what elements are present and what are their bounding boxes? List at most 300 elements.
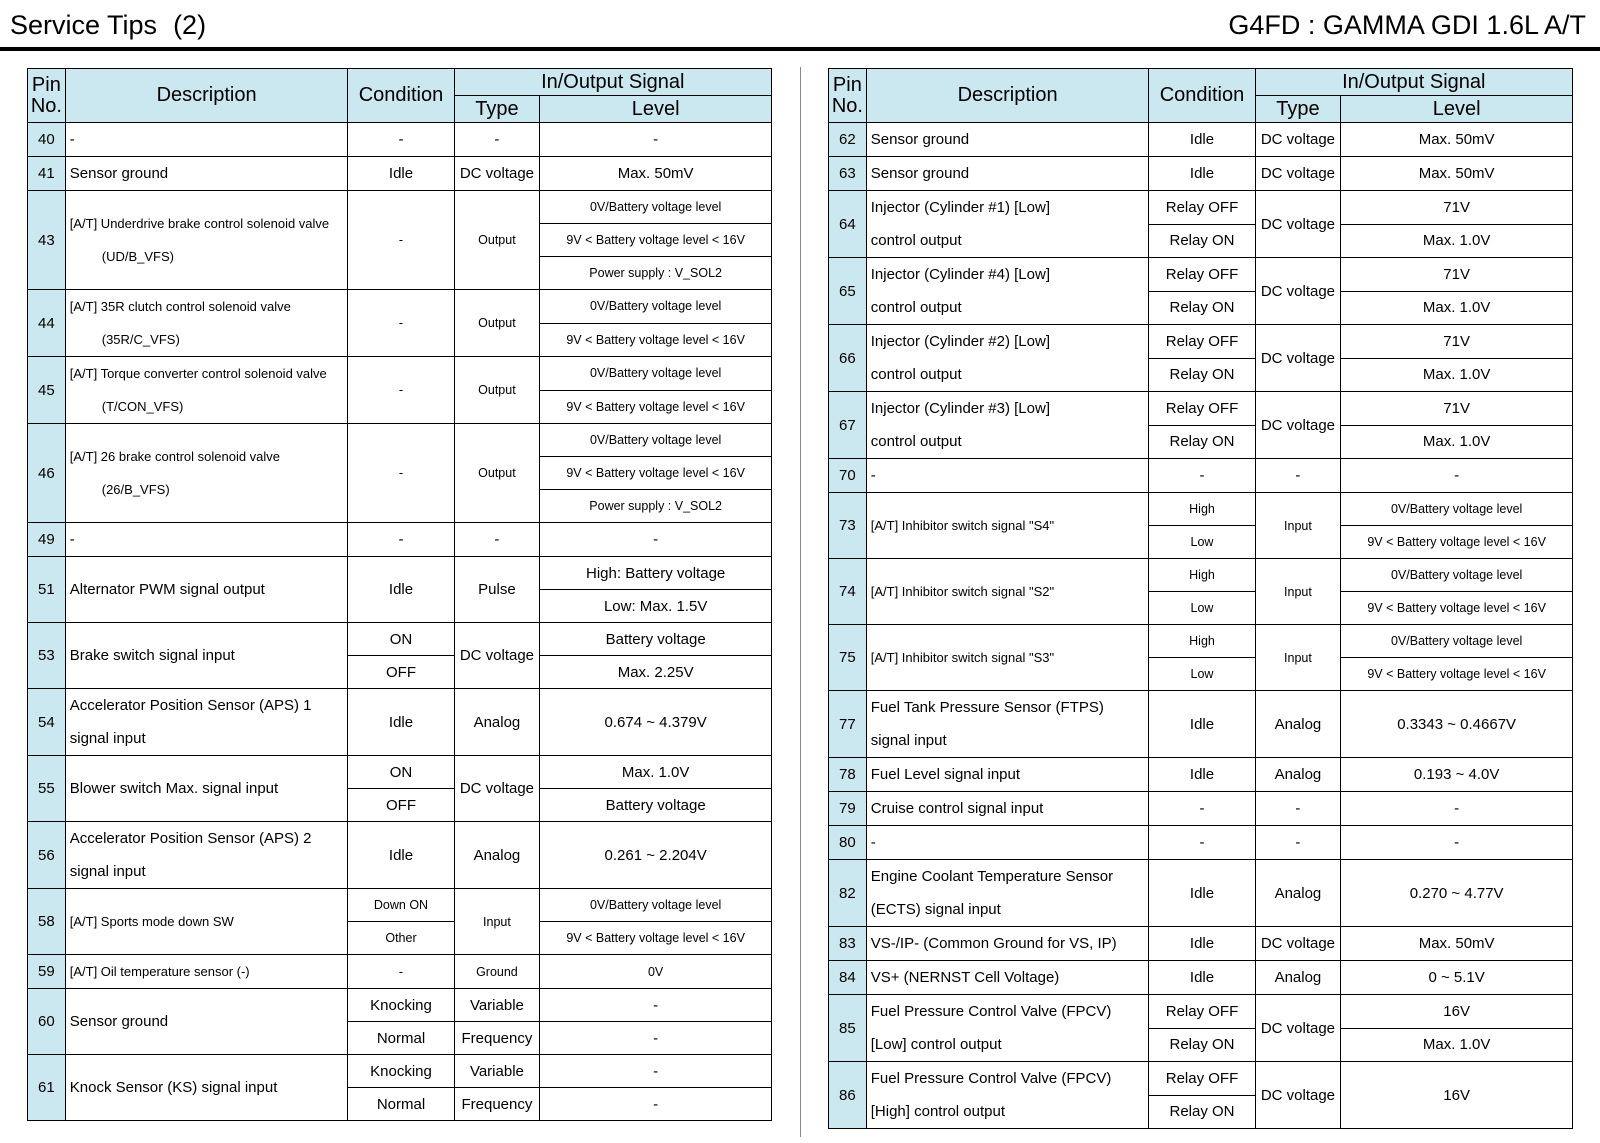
pin-number: 59 bbox=[28, 955, 66, 989]
type-cell: Output bbox=[454, 357, 540, 424]
type-header: Type bbox=[454, 96, 540, 123]
pin-number: 84 bbox=[829, 961, 867, 995]
description-cell bbox=[65, 889, 348, 955]
condition-cell: Low bbox=[1149, 526, 1255, 559]
table-row bbox=[28, 290, 772, 324]
description-line: Engine Coolant Temperature Sensor bbox=[870, 868, 1114, 885]
level-cell: - bbox=[540, 989, 772, 1022]
table-row bbox=[829, 927, 1573, 961]
table-row bbox=[28, 689, 772, 756]
condition-cell: Relay ON bbox=[1149, 1095, 1255, 1129]
pin-no-header: Pin No. bbox=[829, 69, 867, 123]
level-cell: 16V bbox=[1341, 995, 1573, 1029]
pin-number: 46 bbox=[28, 424, 66, 523]
pin-number: 41 bbox=[28, 157, 66, 191]
type-cell: DC voltage bbox=[454, 157, 540, 191]
type-cell: Input bbox=[1255, 625, 1341, 691]
level-cell: 0V/Battery voltage level bbox=[540, 424, 772, 457]
description-line: (UD/B_VFS) bbox=[101, 249, 174, 264]
type-cell: Ground bbox=[454, 955, 540, 989]
description-line: control output bbox=[870, 366, 962, 383]
level-cell: 0 ~ 5.1V bbox=[1341, 961, 1573, 995]
description-line: [A/T] Inhibitor switch signal "S2" bbox=[870, 584, 1055, 599]
pin-number: 43 bbox=[28, 191, 66, 290]
level-cell: Max. 50mV bbox=[1341, 123, 1573, 157]
table-row bbox=[829, 493, 1573, 526]
level-cell: Low: Max. 1.5V bbox=[540, 590, 772, 623]
description-line: [A/T] Inhibitor switch signal "S4" bbox=[870, 518, 1055, 533]
description-line: Injector (Cylinder #1) [Low] bbox=[870, 199, 1050, 216]
pin-number: 82 bbox=[829, 860, 867, 927]
table-row bbox=[829, 325, 1573, 359]
table-row bbox=[829, 392, 1573, 426]
table-row bbox=[829, 995, 1573, 1029]
pin-number: 62 bbox=[829, 123, 867, 157]
type-cell: Input bbox=[454, 889, 540, 955]
description-line: Fuel Tank Pressure Sensor (FTPS) bbox=[870, 699, 1104, 716]
description-line: Sensor ground bbox=[870, 165, 970, 182]
description-line: VS+ (NERNST Cell Voltage) bbox=[870, 969, 1060, 986]
condition-cell: Relay ON bbox=[1149, 1028, 1255, 1062]
condition-cell: Idle bbox=[348, 557, 454, 623]
description-cell bbox=[866, 792, 1149, 826]
description-line: - bbox=[870, 834, 876, 851]
description-line: (ECTS) signal input bbox=[870, 901, 1001, 918]
page-number: (2) bbox=[173, 10, 207, 40]
condition-cell: Idle bbox=[1149, 961, 1255, 995]
level-cell: - bbox=[1341, 826, 1573, 860]
condition-cell: Relay ON bbox=[1149, 358, 1255, 392]
description-line: [A/T] Oil temperature sensor (-) bbox=[69, 964, 250, 979]
level-cell: 0.674 ~ 4.379V bbox=[540, 689, 772, 756]
pin-number: 49 bbox=[28, 523, 66, 557]
description-cell bbox=[866, 157, 1149, 191]
table-row bbox=[28, 357, 772, 391]
level-cell: Max. 2.25V bbox=[540, 656, 772, 689]
condition-cell: Relay OFF bbox=[1149, 1062, 1255, 1096]
description-line: [A/T] Sports mode down SW bbox=[69, 914, 234, 929]
description-line: Knock Sensor (KS) signal input bbox=[69, 1079, 278, 1096]
condition-cell: High bbox=[1149, 493, 1255, 526]
type-header: Type bbox=[1255, 96, 1341, 123]
pin-number: 70 bbox=[829, 459, 867, 493]
level-cell: Battery voltage bbox=[540, 623, 772, 656]
level-cell: 0V/Battery voltage level bbox=[540, 191, 772, 224]
description-line: signal input bbox=[69, 730, 146, 747]
level-cell: 9V < Battery voltage level < 16V bbox=[540, 390, 772, 424]
table-row bbox=[829, 191, 1573, 225]
condition-cell: Relay ON bbox=[1149, 425, 1255, 459]
pin-number: 85 bbox=[829, 995, 867, 1062]
description-line: - bbox=[870, 467, 876, 484]
description-cell bbox=[65, 191, 348, 290]
description-line: Injector (Cylinder #2) [Low] bbox=[870, 333, 1050, 350]
description-cell bbox=[65, 756, 348, 822]
type-cell: DC voltage bbox=[1255, 392, 1341, 459]
table-row bbox=[28, 191, 772, 224]
condition-cell: Idle bbox=[348, 822, 454, 889]
level-cell: Max. 50mV bbox=[1341, 157, 1573, 191]
type-cell: Frequency bbox=[454, 1022, 540, 1055]
description-cell bbox=[866, 258, 1149, 325]
pin-number: 44 bbox=[28, 290, 66, 357]
description-cell bbox=[866, 961, 1149, 995]
level-cell: 9V < Battery voltage level < 16V bbox=[1341, 526, 1573, 559]
level-cell: 9V < Battery voltage level < 16V bbox=[540, 224, 772, 257]
signal-group-header: In/Output Signal bbox=[454, 69, 771, 96]
level-cell: Power supply : V_SOL2 bbox=[540, 490, 772, 523]
type-cell: Input bbox=[1255, 493, 1341, 559]
type-cell: Analog bbox=[1255, 758, 1341, 792]
condition-cell: Relay ON bbox=[1149, 291, 1255, 325]
description-cell bbox=[866, 691, 1149, 758]
level-cell: 71V bbox=[1341, 258, 1573, 292]
condition-cell: ON bbox=[348, 756, 454, 789]
description-line: Accelerator Position Sensor (APS) 1 bbox=[69, 697, 312, 714]
type-cell: - bbox=[1255, 826, 1341, 860]
condition-cell: Other bbox=[348, 922, 454, 955]
table-row bbox=[829, 691, 1573, 758]
condition-cell: Relay ON bbox=[1149, 224, 1255, 258]
table-row bbox=[28, 889, 772, 922]
table-row bbox=[829, 792, 1573, 826]
description-line: Fuel Pressure Control Valve (FPCV) bbox=[870, 1070, 1112, 1087]
type-cell: Analog bbox=[1255, 961, 1341, 995]
description-line: VS-/IP- (Common Ground for VS, IP) bbox=[870, 935, 1117, 952]
table-row bbox=[28, 822, 772, 889]
table-row bbox=[829, 157, 1573, 191]
description-cell bbox=[65, 822, 348, 889]
signal-group-header: In/Output Signal bbox=[1255, 69, 1572, 96]
description-cell bbox=[866, 826, 1149, 860]
pin-number: 67 bbox=[829, 392, 867, 459]
type-cell: DC voltage bbox=[1255, 157, 1341, 191]
condition-cell: Low bbox=[1149, 658, 1255, 691]
condition-cell: Relay OFF bbox=[1149, 191, 1255, 225]
description-line: [A/T] 26 brake control solenoid valve bbox=[69, 449, 281, 464]
condition-cell: - bbox=[348, 290, 454, 357]
level-cell: - bbox=[540, 1055, 772, 1088]
condition-cell: Idle bbox=[348, 689, 454, 756]
type-cell: Output bbox=[454, 424, 540, 523]
description-header: Description bbox=[65, 69, 348, 123]
level-cell: 9V < Battery voltage level < 16V bbox=[540, 323, 772, 357]
type-cell: Output bbox=[454, 191, 540, 290]
description-cell bbox=[65, 989, 348, 1055]
condition-cell: - bbox=[1149, 459, 1255, 493]
condition-cell: Relay OFF bbox=[1149, 995, 1255, 1029]
description-cell bbox=[866, 758, 1149, 792]
table-row bbox=[28, 989, 772, 1022]
level-cell: 9V < Battery voltage level < 16V bbox=[540, 922, 772, 955]
pin-number: 56 bbox=[28, 822, 66, 889]
table-row bbox=[829, 625, 1573, 658]
condition-cell: Knocking bbox=[348, 1055, 454, 1088]
level-cell: 0.270 ~ 4.77V bbox=[1341, 860, 1573, 927]
description-cell bbox=[65, 955, 348, 989]
level-cell: 0V/Battery voltage level bbox=[540, 889, 772, 922]
condition-cell: Idle bbox=[1149, 691, 1255, 758]
table-row bbox=[28, 756, 772, 789]
description-line: signal input bbox=[69, 863, 146, 880]
description-line: - bbox=[69, 131, 75, 148]
level-cell: 0V/Battery voltage level bbox=[540, 357, 772, 391]
description-line: Sensor ground bbox=[69, 1013, 169, 1030]
level-cell: - bbox=[540, 1022, 772, 1055]
type-cell: DC voltage bbox=[1255, 258, 1341, 325]
condition-cell: Idle bbox=[1149, 860, 1255, 927]
condition-cell: - bbox=[348, 424, 454, 523]
description-line: Injector (Cylinder #4) [Low] bbox=[870, 266, 1050, 283]
pin-number: 40 bbox=[28, 123, 66, 157]
condition-cell: - bbox=[348, 955, 454, 989]
description-line: Cruise control signal input bbox=[870, 800, 1044, 817]
type-cell: Variable bbox=[454, 989, 540, 1022]
description-cell bbox=[65, 623, 348, 689]
pin-number: 83 bbox=[829, 927, 867, 961]
type-cell: Frequency bbox=[454, 1088, 540, 1121]
description-cell bbox=[866, 860, 1149, 927]
description-cell bbox=[65, 424, 348, 523]
level-cell: - bbox=[540, 1088, 772, 1121]
level-cell: Max. 1.0V bbox=[1341, 291, 1573, 325]
description-line: control output bbox=[870, 299, 962, 316]
table-row bbox=[829, 258, 1573, 292]
level-cell: High: Battery voltage bbox=[540, 557, 772, 590]
level-cell: 0V/Battery voltage level bbox=[1341, 625, 1573, 658]
condition-header: Condition bbox=[1149, 69, 1255, 123]
description-cell bbox=[65, 523, 348, 557]
description-cell bbox=[866, 625, 1149, 691]
description-line: Fuel Level signal input bbox=[870, 766, 1021, 783]
level-cell: 9V < Battery voltage level < 16V bbox=[540, 457, 772, 490]
table-row bbox=[28, 123, 772, 157]
condition-cell: Idle bbox=[1149, 927, 1255, 961]
condition-cell: Idle bbox=[348, 157, 454, 191]
condition-cell: Idle bbox=[1149, 123, 1255, 157]
table-row bbox=[28, 157, 772, 191]
level-cell: 0.261 ~ 2.204V bbox=[540, 822, 772, 889]
pin-table-right bbox=[828, 68, 1573, 1129]
condition-cell: - bbox=[348, 123, 454, 157]
pin-number: 54 bbox=[28, 689, 66, 756]
condition-cell: High bbox=[1149, 625, 1255, 658]
pin-number: 60 bbox=[28, 989, 66, 1055]
type-cell: DC voltage bbox=[1255, 191, 1341, 258]
table-row bbox=[829, 559, 1573, 592]
description-line: (35R/C_VFS) bbox=[101, 332, 180, 347]
condition-cell: Relay OFF bbox=[1149, 325, 1255, 359]
type-cell: Pulse bbox=[454, 557, 540, 623]
pin-number: 75 bbox=[829, 625, 867, 691]
level-cell: - bbox=[540, 123, 772, 157]
level-cell: 0V/Battery voltage level bbox=[1341, 493, 1573, 526]
level-cell: Max. 1.0V bbox=[1341, 1028, 1573, 1062]
level-cell: - bbox=[1341, 459, 1573, 493]
type-cell: Output bbox=[454, 290, 540, 357]
condition-cell: - bbox=[348, 523, 454, 557]
page-title bbox=[10, 10, 206, 41]
table-row bbox=[829, 459, 1573, 493]
type-cell: Analog bbox=[454, 822, 540, 889]
description-cell bbox=[65, 357, 348, 424]
table-row bbox=[28, 955, 772, 989]
pin-number: 61 bbox=[28, 1055, 66, 1121]
level-cell: Power supply : V_SOL2 bbox=[540, 257, 772, 290]
description-cell bbox=[65, 689, 348, 756]
description-line: [Low] control output bbox=[870, 1036, 1002, 1053]
description-line: Sensor ground bbox=[69, 165, 169, 182]
description-line: (26/B_VFS) bbox=[101, 482, 170, 497]
pin-number: 53 bbox=[28, 623, 66, 689]
condition-cell: - bbox=[348, 191, 454, 290]
condition-cell: OFF bbox=[348, 656, 454, 689]
pin-number: 55 bbox=[28, 756, 66, 822]
table-row bbox=[829, 1062, 1573, 1096]
description-cell bbox=[65, 123, 348, 157]
level-cell: 71V bbox=[1341, 191, 1573, 225]
type-cell: Analog bbox=[454, 689, 540, 756]
description-cell bbox=[866, 392, 1149, 459]
description-cell bbox=[866, 927, 1149, 961]
pin-number: 64 bbox=[829, 191, 867, 258]
description-line: [A/T] Underdrive brake control solenoid valve bbox=[69, 216, 330, 231]
condition-cell: Idle bbox=[1149, 758, 1255, 792]
description-cell bbox=[866, 459, 1149, 493]
level-cell: 0V/Battery voltage level bbox=[540, 290, 772, 324]
description-header: Description bbox=[866, 69, 1149, 123]
description-cell bbox=[866, 123, 1149, 157]
condition-cell: Relay OFF bbox=[1149, 392, 1255, 426]
header-rule bbox=[0, 47, 1600, 51]
level-header: Level bbox=[1341, 96, 1573, 123]
description-cell bbox=[65, 157, 348, 191]
description-line: Fuel Pressure Control Valve (FPCV) bbox=[870, 1003, 1112, 1020]
condition-cell: - bbox=[1149, 792, 1255, 826]
level-cell: 0V bbox=[540, 955, 772, 989]
column-divider bbox=[800, 67, 801, 1137]
page-title-text: Service Tips bbox=[10, 10, 158, 40]
description-line: signal input bbox=[870, 732, 947, 749]
pin-number: 74 bbox=[829, 559, 867, 625]
level-cell: 16V bbox=[1341, 1062, 1573, 1129]
table-row bbox=[829, 758, 1573, 792]
table-row bbox=[829, 123, 1573, 157]
description-line: [High] control output bbox=[870, 1103, 1005, 1120]
description-cell bbox=[65, 557, 348, 623]
level-cell: Max. 50mV bbox=[1341, 927, 1573, 961]
description-line: Sensor ground bbox=[870, 131, 970, 148]
description-cell bbox=[866, 325, 1149, 392]
table-row bbox=[829, 961, 1573, 995]
description-line: (T/CON_VFS) bbox=[101, 399, 184, 414]
pin-number: 51 bbox=[28, 557, 66, 623]
pin-number: 66 bbox=[829, 325, 867, 392]
table-row bbox=[829, 860, 1573, 927]
type-cell: - bbox=[454, 123, 540, 157]
description-line: Brake switch signal input bbox=[69, 647, 235, 664]
description-cell bbox=[65, 290, 348, 357]
table-row bbox=[28, 424, 772, 457]
description-line: control output bbox=[870, 232, 962, 249]
type-cell: DC voltage bbox=[1255, 927, 1341, 961]
level-cell: 0.193 ~ 4.0V bbox=[1341, 758, 1573, 792]
description-line: Accelerator Position Sensor (APS) 2 bbox=[69, 830, 312, 847]
level-cell: Battery voltage bbox=[540, 789, 772, 822]
table-row bbox=[28, 557, 772, 590]
description-line: Blower switch Max. signal input bbox=[69, 780, 279, 797]
description-line: control output bbox=[870, 433, 962, 450]
level-cell: 71V bbox=[1341, 325, 1573, 359]
level-header: Level bbox=[540, 96, 772, 123]
pin-number: 58 bbox=[28, 889, 66, 955]
description-line: [A/T] Inhibitor switch signal "S3" bbox=[870, 650, 1055, 665]
condition-cell: Relay OFF bbox=[1149, 258, 1255, 292]
type-cell: DC voltage bbox=[454, 623, 540, 689]
table-row bbox=[28, 623, 772, 656]
description-cell bbox=[866, 559, 1149, 625]
pin-number: 63 bbox=[829, 157, 867, 191]
description-cell bbox=[866, 1062, 1149, 1129]
table-row bbox=[28, 523, 772, 557]
pin-number: 65 bbox=[829, 258, 867, 325]
type-cell: DC voltage bbox=[1255, 123, 1341, 157]
level-cell: 0V/Battery voltage level bbox=[1341, 559, 1573, 592]
type-cell: Analog bbox=[1255, 860, 1341, 927]
pin-number: 78 bbox=[829, 758, 867, 792]
description-cell bbox=[65, 1055, 348, 1121]
condition-cell: Normal bbox=[348, 1088, 454, 1121]
type-cell: DC voltage bbox=[454, 756, 540, 822]
engine-label: G4FD : GAMMA GDI 1.6L A/T bbox=[1228, 10, 1586, 40]
level-cell: - bbox=[540, 523, 772, 557]
type-cell: - bbox=[454, 523, 540, 557]
pin-number: 79 bbox=[829, 792, 867, 826]
level-cell: Max. 1.0V bbox=[540, 756, 772, 789]
type-cell: - bbox=[1255, 792, 1341, 826]
condition-cell: Normal bbox=[348, 1022, 454, 1055]
level-cell: Max. 1.0V bbox=[1341, 358, 1573, 392]
type-cell: DC voltage bbox=[1255, 325, 1341, 392]
condition-header: Condition bbox=[348, 69, 454, 123]
condition-cell: ON bbox=[348, 623, 454, 656]
pin-number: 86 bbox=[829, 1062, 867, 1129]
description-cell bbox=[866, 191, 1149, 258]
pin-number: 77 bbox=[829, 691, 867, 758]
description-line: Alternator PWM signal output bbox=[69, 581, 265, 598]
condition-cell: Idle bbox=[1149, 157, 1255, 191]
level-cell: 9V < Battery voltage level < 16V bbox=[1341, 592, 1573, 625]
pin-number: 45 bbox=[28, 357, 66, 424]
level-cell: Max. 1.0V bbox=[1341, 425, 1573, 459]
level-cell: Max. 1.0V bbox=[1341, 224, 1573, 258]
condition-cell: Down ON bbox=[348, 889, 454, 922]
level-cell: 9V < Battery voltage level < 16V bbox=[1341, 658, 1573, 691]
type-cell: Input bbox=[1255, 559, 1341, 625]
description-line: - bbox=[69, 531, 75, 548]
description-cell bbox=[866, 493, 1149, 559]
table-row bbox=[829, 826, 1573, 860]
description-line: [A/T] 35R clutch control solenoid valve bbox=[69, 299, 291, 314]
type-cell: - bbox=[1255, 459, 1341, 493]
description-cell bbox=[866, 995, 1149, 1062]
condition-cell: - bbox=[1149, 826, 1255, 860]
table-row bbox=[28, 1055, 772, 1088]
pin-table-left bbox=[27, 68, 772, 1121]
level-cell: Max. 50mV bbox=[540, 157, 772, 191]
condition-cell: Knocking bbox=[348, 989, 454, 1022]
level-cell: - bbox=[1341, 792, 1573, 826]
